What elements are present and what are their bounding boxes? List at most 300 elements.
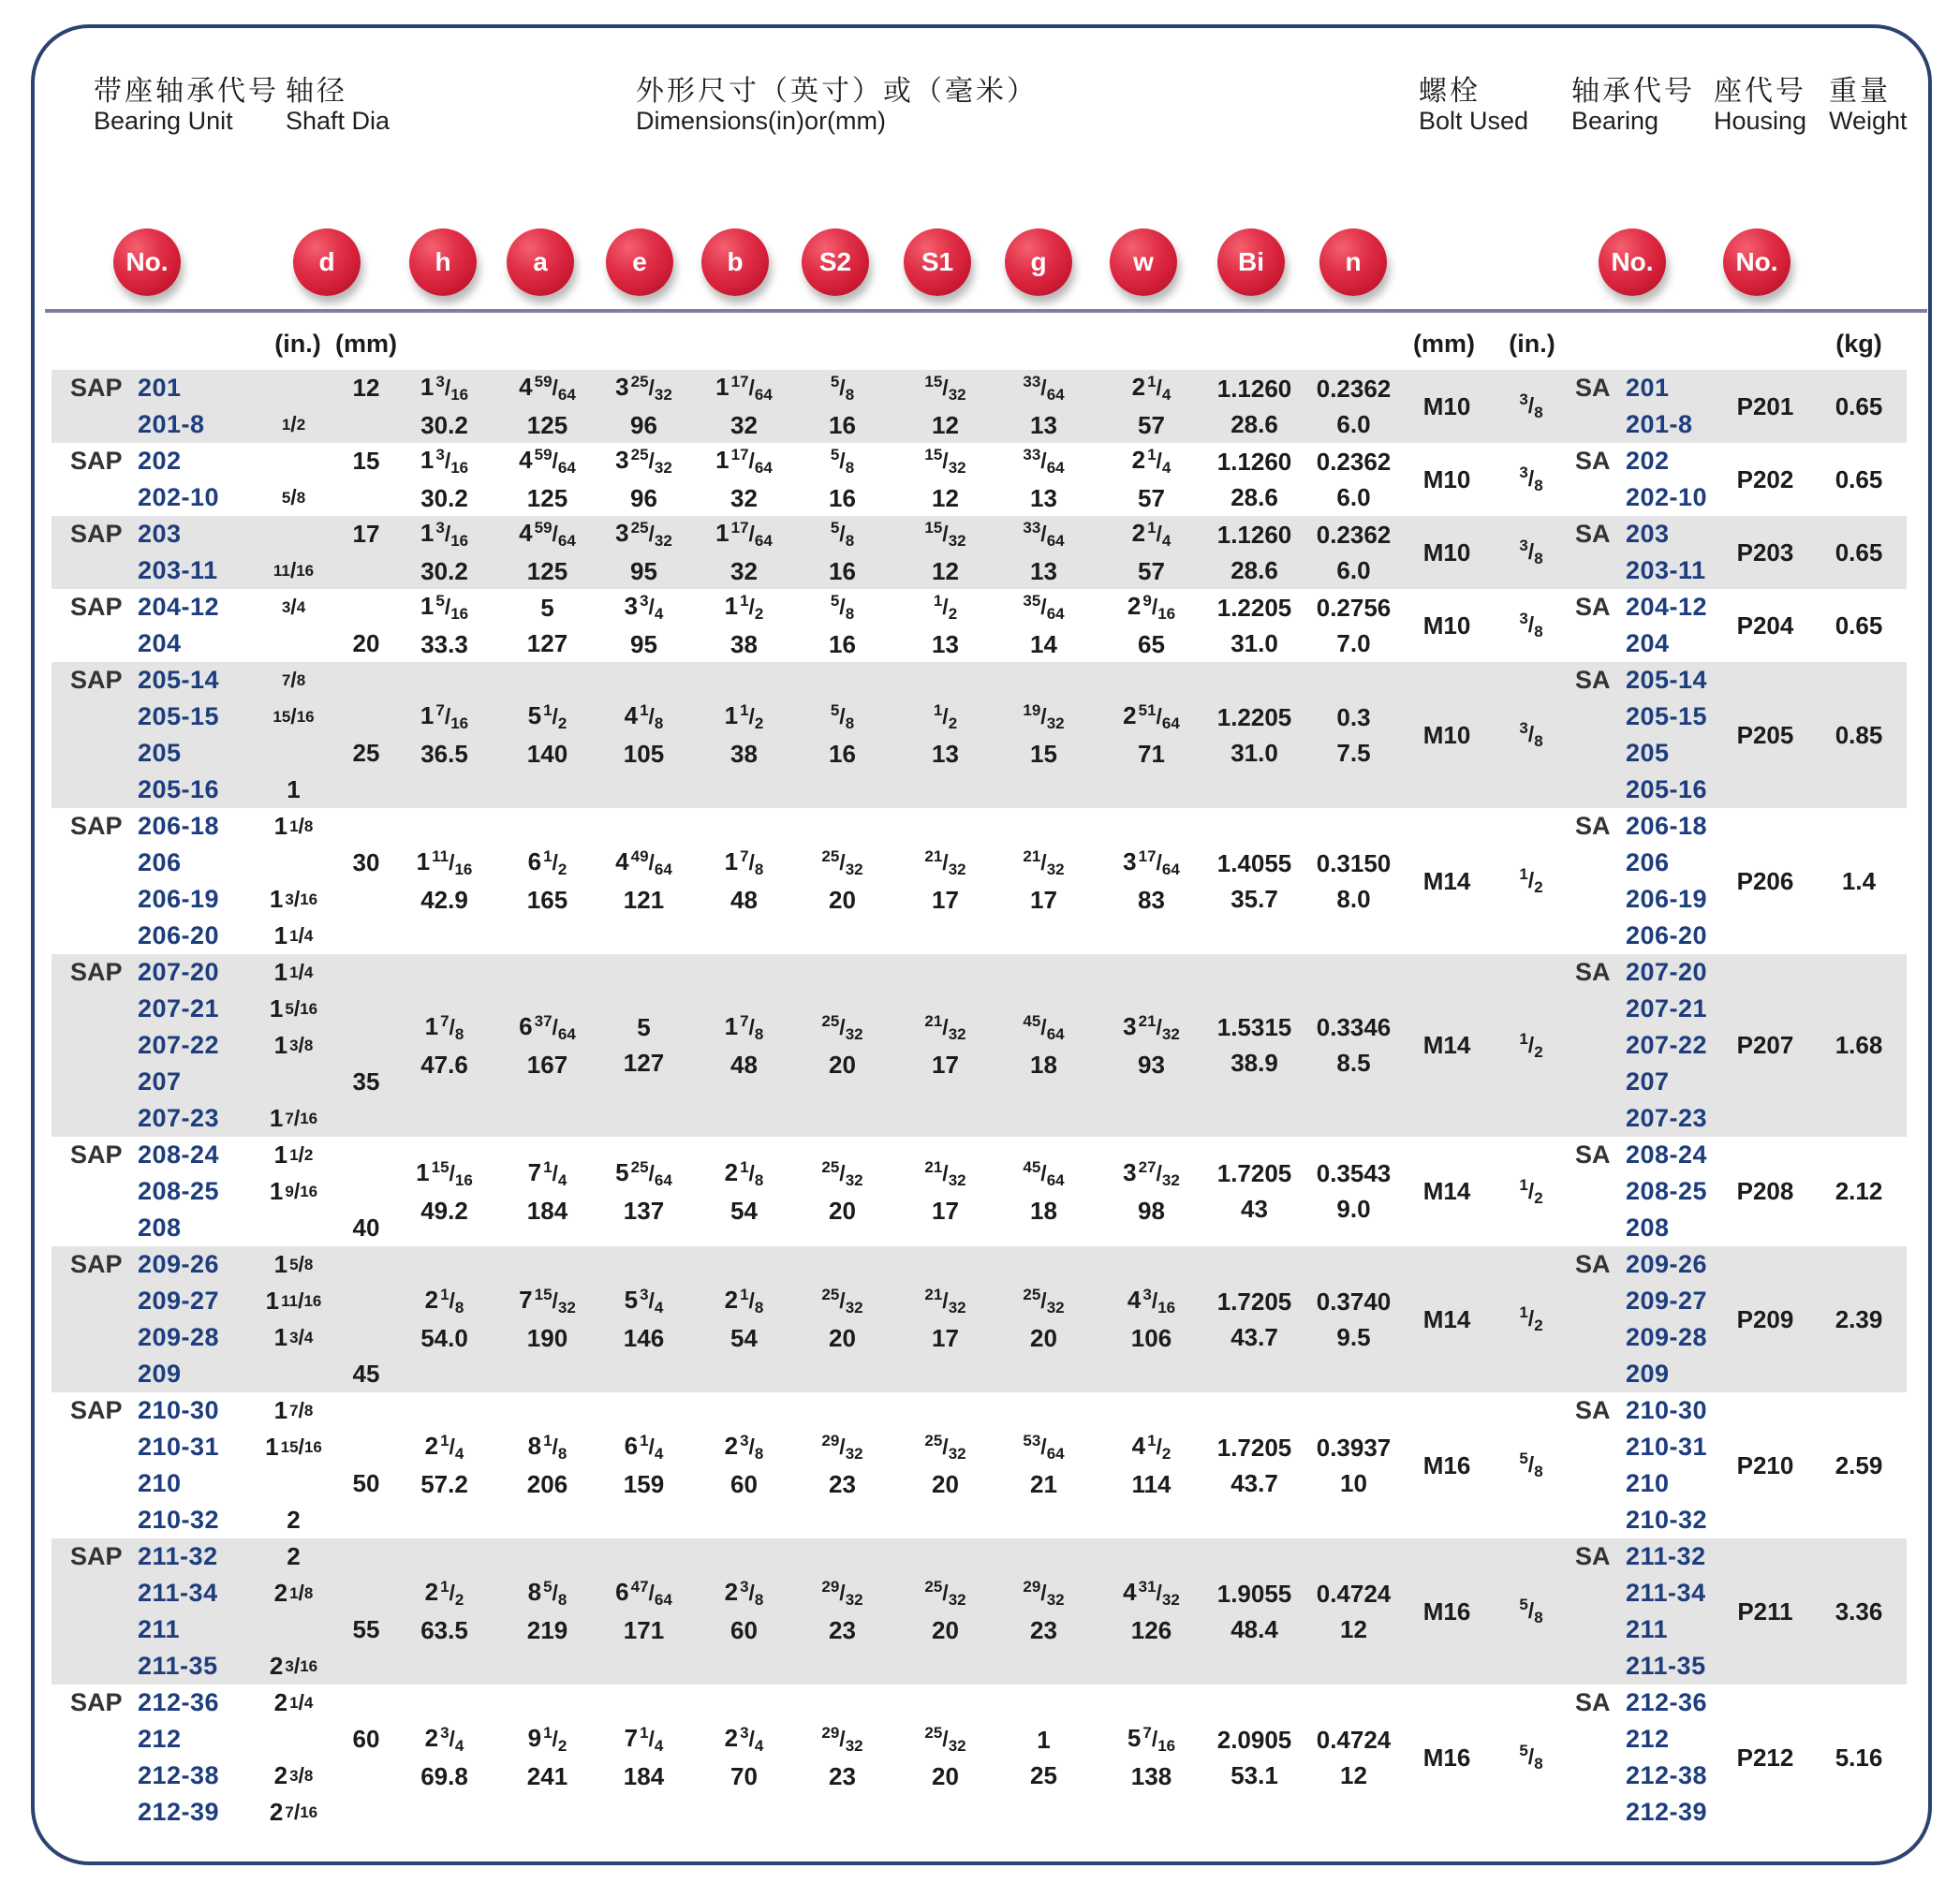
shaft-dia-mm-cell: 60 <box>352 1725 380 1753</box>
header-dimensions <box>636 67 1038 140</box>
dim-e-cell: 3 $^{25}$/32 95 <box>615 519 672 585</box>
unit-designation: 206 <box>138 848 182 876</box>
dim-h-cell: 1 $^{11}$/16 42.9 <box>416 847 473 914</box>
column-badge-d: d <box>293 228 361 296</box>
unit-designation: 201-8 <box>138 410 205 438</box>
shaft-dia-mm-cell: 50 <box>352 1469 380 1497</box>
header-bolt-used-en: Bolt Used <box>1419 107 1529 135</box>
dim-a-cell: 8 $^1$/8 206 <box>526 1432 568 1498</box>
dim-w-cell: 3 $^{27}$/32 98 <box>1123 1157 1180 1225</box>
bearing-designation: 201-8 <box>1626 410 1693 438</box>
weight-cell: 1.68 <box>1835 1031 1883 1059</box>
row-sap-205-14 <box>52 662 1907 808</box>
bearing-designation: SA 203 <box>1575 520 1670 548</box>
dim-s2-cell: $^{29}$/32 23 <box>821 1432 863 1498</box>
housing-cell: P206 <box>1736 866 1794 895</box>
bearing-designation: SA 211-32 <box>1575 1542 1706 1570</box>
bolt-in-cell: $^1$/2 <box>1519 865 1543 896</box>
shaft-dia-in-cell: 1 1 / 8 1 3 / 16 1 1 / 4 <box>269 812 318 949</box>
unit-designation: 209-27 <box>138 1287 220 1315</box>
dim-n-cell: 0.3150 8.0 <box>1316 848 1392 913</box>
dim-n-cell: 0.3740 9.5 <box>1316 1287 1392 1351</box>
dim-e-cell: 5 $^{25}$/64 137 <box>615 1157 672 1225</box>
dim-g-cell: $^{29}$/32 23 <box>1023 1578 1065 1644</box>
header-shaft-dia <box>286 67 390 140</box>
bearing-prefix: SA <box>1575 1140 1611 1169</box>
dim-s1-cell: $^{21}$/32 17 <box>924 847 966 914</box>
bearing-prefix: SA <box>1575 593 1611 621</box>
row-sap-206-18 <box>52 808 1907 954</box>
header-dimensions-en: Dimensions(in)or(mm) <box>636 107 887 135</box>
bearing-designation: 210 <box>1626 1469 1670 1497</box>
dim-s2-cell: $^{25}$/32 20 <box>821 1011 863 1079</box>
bearing-prefix: SA <box>1575 958 1611 986</box>
dim-s1-cell: $^1$/2 13 <box>932 592 959 658</box>
header-housing-en: Housing <box>1714 107 1807 135</box>
bolt-mm-cell: M10 <box>1422 464 1471 493</box>
weight-cell: 2.59 <box>1835 1450 1883 1479</box>
bearing-designation: SA 205-14 <box>1575 666 1708 694</box>
dim-b-cell: 1 $^1$/2 38 <box>724 592 764 658</box>
bearing-prefix: SA <box>1575 374 1611 402</box>
unit-prefix: SAP <box>70 1250 123 1278</box>
dim-e-cell: 6 $^{47}$/64 171 <box>615 1578 672 1644</box>
unit-designation: SAP 212-36 <box>70 1688 220 1716</box>
dim-w-cell: 3 $^{21}$/32 93 <box>1123 1011 1180 1079</box>
shaft-dia-mm-cell: 45 <box>352 1360 380 1388</box>
unit-designation: 207-22 <box>138 1031 220 1059</box>
dim-e-cell: 4 $^1$/8 105 <box>623 701 665 768</box>
dim-a-cell: 4 $^{59}$/64 125 <box>519 446 576 512</box>
unit-designation: 207-21 <box>138 994 220 1023</box>
weight-cell: 0.85 <box>1835 720 1883 749</box>
dim-s2-cell: $^5$/8 16 <box>829 592 856 658</box>
dim-a-cell: 9 $^1$/2 241 <box>526 1724 568 1790</box>
bolt-mm-cell: M16 <box>1422 1450 1471 1479</box>
bearing-designation: 211-34 <box>1626 1579 1706 1607</box>
shaft-dia-in-cell: 1 7 / 8 1 15 / 16 2 <box>265 1396 322 1534</box>
header-bolt-used-zh: 螺栓 <box>1419 76 1481 107</box>
header-bearing <box>1571 67 1695 140</box>
dim-h-cell: 1 $^5$/16 33.3 <box>420 592 469 658</box>
dim-bi-cell: 1.1260 28.6 <box>1216 447 1292 511</box>
bolt-in-cell: $^3$/8 <box>1519 537 1543 567</box>
dim-e-cell: 3 $^{25}$/32 96 <box>615 446 672 512</box>
unit-designation: SAP 207-20 <box>70 958 220 986</box>
dim-s2-cell: $^{29}$/32 23 <box>821 1578 863 1644</box>
unit-designation: 208 <box>138 1214 182 1242</box>
unit-designation: 211 <box>138 1615 181 1643</box>
shaft-dia-mm-cell: 15 <box>352 447 380 475</box>
bearing-designation: 207-21 <box>1626 994 1708 1023</box>
column-badge-b: b <box>701 228 769 296</box>
dim-n-cell: 0.4724 12 <box>1316 1579 1392 1643</box>
dim-bi-cell: 1.2205 31.0 <box>1216 593 1292 657</box>
shaft-dia-in-cell: 5 / 8 <box>281 485 306 509</box>
dim-s2-cell: $^{25}$/32 20 <box>821 847 863 914</box>
unit-designation: 204 <box>138 629 182 657</box>
bolt-mm-cell: M14 <box>1422 1304 1471 1333</box>
header-weight-zh: 重量 <box>1829 76 1891 107</box>
dim-a-cell: 6 $^1$/2 165 <box>526 847 568 914</box>
bolt-in-cell: $^3$/8 <box>1519 610 1543 640</box>
unit-designation: 203-11 <box>138 556 218 584</box>
unit-prefix: SAP <box>70 1688 123 1716</box>
shaft-dia-in-cell: 11 / 16 <box>273 558 315 582</box>
column-badge-s2: S2 <box>802 228 869 296</box>
bolt-in-cell: $^3$/8 <box>1519 719 1543 750</box>
weight-cell: 0.65 <box>1835 391 1883 420</box>
unit-designation: 205-15 <box>138 702 220 730</box>
dim-h-cell: 2 $^1$/2 63.5 <box>420 1578 468 1644</box>
unit-designation: SAP 205-14 <box>70 666 220 694</box>
unit-designation: 206-20 <box>138 921 220 949</box>
bearing-designation: 207 <box>1626 1067 1670 1096</box>
bolt-mm-cell: M14 <box>1422 866 1471 895</box>
dim-a-cell: 6 $^{37}$/64 167 <box>519 1011 576 1079</box>
dim-e-cell: 3 $^3$/4 95 <box>624 592 664 658</box>
housing-cell: P202 <box>1736 464 1794 493</box>
unit-prefix: SAP <box>70 1396 123 1424</box>
bolt-in-cell: $^1$/2 <box>1519 1029 1543 1061</box>
unit-label-bolt-in: (in.) <box>1509 330 1555 358</box>
weight-cell: 2.12 <box>1835 1177 1883 1205</box>
dim-b-cell: 1 $^{17}$/64 32 <box>715 519 773 585</box>
unit-prefix: SAP <box>70 1140 123 1169</box>
row-sap-203 <box>52 516 1907 589</box>
unit-designation: 210 <box>138 1469 182 1497</box>
dim-w-cell: 2 $^1$/4 57 <box>1131 519 1172 585</box>
bearing-designation: 209-27 <box>1626 1287 1708 1315</box>
dim-h-cell: 1 $^3$/16 30.2 <box>420 446 469 512</box>
header-shaft-dia-en: Shaft Dia <box>286 107 391 135</box>
dim-g-cell: $^{19}$/32 15 <box>1023 701 1065 768</box>
dim-w-cell: 2 $^1$/4 57 <box>1131 373 1172 439</box>
dim-bi-cell: 1.7205 43.7 <box>1216 1287 1292 1351</box>
bearing-designation: 202-10 <box>1626 483 1708 511</box>
header-bearing-zh: 轴承代号 <box>1571 76 1695 107</box>
bolt-in-cell: $^5$/8 <box>1519 1449 1543 1480</box>
bolt-in-cell: $^5$/8 <box>1519 1596 1543 1626</box>
dim-bi-cell: 1.1260 28.6 <box>1216 374 1292 438</box>
bearing-designation: SA 208-24 <box>1575 1140 1708 1169</box>
dim-e-cell: 7 $^1$/4 184 <box>623 1724 665 1790</box>
dim-a-cell: 4 $^{59}$/64 125 <box>519 519 576 585</box>
dim-s2-cell: $^{29}$/32 23 <box>821 1724 863 1790</box>
dim-s1-cell: $^{25}$/32 20 <box>924 1578 966 1644</box>
header-dimensions-zh: 外形尺寸（英寸）或（毫米） <box>636 76 1038 107</box>
bearing-prefix: SA <box>1575 666 1611 694</box>
dim-w-cell: 2 $^{51}$/64 71 <box>1123 701 1180 768</box>
dim-s1-cell: $^{25}$/32 20 <box>924 1432 966 1498</box>
header-housing-zh: 座代号 <box>1714 76 1806 107</box>
dim-b-cell: 1 $^7$/8 48 <box>724 1011 764 1079</box>
bolt-in-cell: $^5$/8 <box>1519 1742 1543 1773</box>
bearing-designation: 207-22 <box>1626 1031 1708 1059</box>
unit-designation: 205-16 <box>138 775 220 803</box>
unit-designation: 207-23 <box>138 1104 220 1132</box>
column-badge-no-unit: No. <box>113 228 181 296</box>
dim-h-cell: 2 $^3$/4 69.8 <box>420 1724 468 1790</box>
unit-designation: SAP 201 <box>70 374 182 402</box>
dim-n-cell: 0.2756 7.0 <box>1316 593 1392 657</box>
bearing-designation: 206 <box>1626 848 1670 876</box>
dim-e-cell: 4 $^{49}$/64 121 <box>615 847 672 914</box>
unit-designation: 210-32 <box>138 1506 220 1534</box>
bearing-prefix: SA <box>1575 1542 1611 1570</box>
dim-s1-cell: $^{21}$/32 17 <box>924 1286 966 1352</box>
unit-designation: 211-34 <box>138 1579 218 1607</box>
unit-designation: 207 <box>138 1067 182 1096</box>
bolt-mm-cell: M16 <box>1422 1596 1471 1626</box>
dim-a-cell: 4 $^{59}$/64 125 <box>519 373 576 439</box>
dim-w-cell: 2 $^9$/16 65 <box>1127 592 1176 658</box>
unit-prefix: SAP <box>70 812 123 840</box>
dim-s2-cell: $^5$/8 16 <box>829 701 856 768</box>
dim-bi-cell: 2.0905 53.1 <box>1216 1725 1292 1789</box>
weight-cell: 1.4 <box>1841 866 1877 895</box>
column-badge-a: a <box>507 228 574 296</box>
bearing-designation: SA 204-12 <box>1575 593 1708 621</box>
dim-b-cell: 2 $^3$/4 70 <box>724 1724 764 1790</box>
unit-prefix: SAP <box>70 1542 123 1570</box>
bearing-designation: 211-35 <box>1626 1652 1706 1680</box>
bolt-mm-cell: M10 <box>1422 391 1471 420</box>
housing-cell: P210 <box>1736 1450 1794 1479</box>
dim-g-cell: $^{45}$/64 18 <box>1023 1011 1065 1079</box>
unit-designation: 208-25 <box>138 1177 220 1205</box>
dim-w-cell: 2 $^1$/4 57 <box>1131 446 1172 512</box>
bearing-designation: SA 206-18 <box>1575 812 1708 840</box>
housing-cell: P212 <box>1736 1743 1794 1772</box>
dim-b-cell: 2 $^3$/8 60 <box>724 1432 764 1498</box>
dim-g-cell: $^{33}$/64 13 <box>1023 519 1065 585</box>
dim-n-cell: 0.3543 9.0 <box>1316 1159 1392 1223</box>
unit-designation: SAP 203 <box>70 520 182 548</box>
dim-a-cell: 5 $^1$/2 140 <box>526 701 568 768</box>
header-bearing-unit-en: Bearing Unit <box>94 107 233 135</box>
shaft-dia-mm-cell: 30 <box>352 848 380 876</box>
header-weight-en: Weight <box>1829 107 1908 135</box>
header-shaft-dia-zh: 轴径 <box>286 76 347 107</box>
bolt-in-cell: $^1$/2 <box>1519 1303 1543 1334</box>
housing-cell: P204 <box>1736 611 1794 640</box>
row-sap-212-36 <box>52 1685 1907 1831</box>
dim-s2-cell: $^5$/8 16 <box>829 373 856 439</box>
column-badge-h: h <box>409 228 477 296</box>
housing-cell: P211 <box>1737 1596 1793 1626</box>
bearing-designation: 203-11 <box>1626 556 1706 584</box>
dim-e-cell: 5 $^3$/4 146 <box>623 1286 665 1352</box>
header-bearing-en: Bearing <box>1571 107 1659 135</box>
unit-designation: 212-38 <box>138 1761 220 1789</box>
dim-s1-cell: $^{21}$/32 17 <box>924 1157 966 1225</box>
unit-prefix: SAP <box>70 447 123 475</box>
shaft-dia-in-cell: 7 / 8 15 / 16 1 <box>273 668 315 803</box>
unit-designation: 211-35 <box>138 1652 218 1680</box>
header-rule <box>45 309 1927 313</box>
dim-s1-cell: $^{15}$/32 12 <box>924 446 966 512</box>
dim-bi-cell: 1.2205 31.0 <box>1216 702 1292 767</box>
dim-n-cell: 0.3346 8.5 <box>1316 1013 1392 1077</box>
bearing-designation: 209 <box>1626 1360 1670 1388</box>
dim-g-cell: $^{45}$/64 18 <box>1023 1157 1065 1225</box>
bearing-designation: 211 <box>1626 1615 1669 1643</box>
dim-g-cell: $^{35}$/64 14 <box>1023 592 1065 658</box>
bolt-mm-cell: M10 <box>1422 720 1471 749</box>
shaft-dia-mm-cell: 17 <box>352 520 380 548</box>
header-bearing-unit <box>94 67 279 140</box>
bearing-designation: 208-25 <box>1626 1177 1708 1205</box>
unit-designation: SAP 202 <box>70 447 182 475</box>
bearing-designation: 212 <box>1626 1725 1670 1753</box>
dim-b-cell: 1 $^{17}$/64 32 <box>715 446 773 512</box>
dim-bi-cell: 1.9055 48.4 <box>1216 1579 1292 1643</box>
bolt-mm-cell: M10 <box>1422 611 1471 640</box>
dim-b-cell: 1 $^7$/8 48 <box>724 847 764 914</box>
shaft-dia-in-cell: 3 / 4 <box>281 595 306 619</box>
bolt-mm-cell: M10 <box>1422 537 1471 566</box>
bearing-designation: 209-28 <box>1626 1323 1708 1351</box>
bearing-prefix: SA <box>1575 1250 1611 1278</box>
dim-e-cell: 3 $^{25}$/32 96 <box>615 373 672 439</box>
dim-bi-cell: 1.7205 43 <box>1216 1159 1292 1223</box>
dim-g-cell: $^{25}$/32 20 <box>1023 1286 1065 1352</box>
bearing-designation: 205-16 <box>1626 775 1708 803</box>
unit-label-shaft-in: (in.) <box>274 330 321 358</box>
unit-designation: 206-19 <box>138 885 220 913</box>
bearing-designation: 210-32 <box>1626 1506 1708 1534</box>
unit-label-shaft-mm: (mm) <box>335 330 397 358</box>
bolt-mm-cell: M14 <box>1422 1031 1471 1059</box>
shaft-dia-in-cell: 1 / 2 <box>281 412 306 436</box>
dim-s1-cell: $^1$/2 13 <box>932 701 959 768</box>
column-badge-s1: S1 <box>904 228 971 296</box>
unit-label-bolt-mm: (mm) <box>1413 330 1475 358</box>
bearing-prefix: SA <box>1575 447 1611 475</box>
weight-cell: 0.65 <box>1835 464 1883 493</box>
bearing-designation: SA 212-36 <box>1575 1688 1708 1716</box>
dim-b-cell: 2 $^1$/8 54 <box>724 1286 764 1352</box>
bearing-designation: 205 <box>1626 739 1670 767</box>
dim-bi-cell: 1.5315 38.9 <box>1216 1013 1292 1077</box>
row-sap-211-32 <box>52 1538 1907 1685</box>
dim-n-cell: 0.2362 6.0 <box>1316 447 1392 511</box>
bolt-mm-cell: M16 <box>1422 1743 1471 1772</box>
row-sap-210-30 <box>52 1392 1907 1538</box>
dim-s2-cell: $^{25}$/32 20 <box>821 1286 863 1352</box>
dim-h-cell: 2 $^1$/4 57.2 <box>420 1432 468 1498</box>
row-sap-209-26 <box>52 1246 1907 1392</box>
dim-w-cell: 3 $^{17}$/64 83 <box>1123 847 1180 914</box>
row-sap-208-24 <box>52 1137 1907 1246</box>
unit-prefix: SAP <box>70 520 123 548</box>
unit-designation: 210-31 <box>138 1433 220 1461</box>
dim-s1-cell: $^{15}$/32 12 <box>924 519 966 585</box>
unit-designation: 202-10 <box>138 483 220 511</box>
dim-a-cell: 7 $^1$/4 184 <box>526 1157 568 1225</box>
bearing-prefix: SA <box>1575 1396 1611 1424</box>
dim-w-cell: 4 $^3$/16 106 <box>1127 1286 1176 1352</box>
unit-designation: SAP 204-12 <box>70 593 220 621</box>
dim-h-cell: 1 $^7$/16 36.5 <box>420 701 469 768</box>
dim-n-cell: 0.3 7.5 <box>1336 702 1371 767</box>
dim-n-cell: 0.2362 6.0 <box>1316 374 1392 438</box>
unit-designation: SAP 211-32 <box>70 1542 218 1570</box>
dim-b-cell: 2 $^3$/8 60 <box>724 1578 764 1644</box>
housing-cell: P205 <box>1736 720 1794 749</box>
bearing-designation: SA 207-20 <box>1575 958 1708 986</box>
bearing-prefix: SA <box>1575 1688 1611 1716</box>
column-badge-g: g <box>1005 228 1072 296</box>
dim-a-cell: 5 127 <box>526 593 568 657</box>
unit-prefix: SAP <box>70 958 123 986</box>
dim-a-cell: 7 $^{15}$/32 190 <box>519 1286 576 1352</box>
bolt-mm-cell: M14 <box>1422 1177 1471 1205</box>
column-badge-n: n <box>1319 228 1387 296</box>
unit-prefix: SAP <box>70 593 123 621</box>
shaft-dia-in-cell: 1 5 / 8 1 11 / 16 1 3 / 4 <box>265 1250 322 1351</box>
bearing-designation: SA 209-26 <box>1575 1250 1708 1278</box>
dim-g-cell: $^{21}$/32 17 <box>1023 847 1065 914</box>
unit-designation: 212 <box>138 1725 182 1753</box>
unit-label-weight-kg: (kg) <box>1835 330 1882 358</box>
bearing-designation: 207-23 <box>1626 1104 1708 1132</box>
column-badge-w: w <box>1110 228 1177 296</box>
unit-prefix: SAP <box>70 666 123 694</box>
housing-cell: P208 <box>1736 1177 1794 1205</box>
column-badge-no-housing: No. <box>1723 228 1791 296</box>
bearing-designation: 212-38 <box>1626 1761 1708 1789</box>
dim-h-cell: 1 $^7$/8 47.6 <box>420 1011 468 1079</box>
bolt-in-cell: $^3$/8 <box>1519 463 1543 494</box>
unit-designation: SAP 209-26 <box>70 1250 220 1278</box>
header-bolt-used <box>1419 67 1528 140</box>
dim-h-cell: 1 $^3$/16 30.2 <box>420 373 469 439</box>
dim-s2-cell: $^5$/8 16 <box>829 519 856 585</box>
dim-h-cell: 1 $^3$/16 30.2 <box>420 519 469 585</box>
shaft-dia-in-cell: 2 2 1 / 8 2 3 / 16 <box>269 1542 318 1680</box>
dim-n-cell: 0.2362 6.0 <box>1316 520 1392 584</box>
dim-g-cell: 1 25 <box>1030 1725 1057 1789</box>
shaft-dia-in-cell: 1 1 / 4 1 5 / 16 1 3 / 8 1 7 / 16 <box>269 958 318 1132</box>
dim-h-cell: 1 $^{15}$/16 49.2 <box>416 1157 473 1225</box>
dim-b-cell: 2 $^1$/8 54 <box>724 1157 764 1225</box>
weight-cell: 3.36 <box>1835 1596 1883 1626</box>
dim-s2-cell: $^5$/8 16 <box>829 446 856 512</box>
bearing-designation: SA 202 <box>1575 447 1670 475</box>
housing-cell: P207 <box>1736 1031 1794 1059</box>
unit-designation: 212-39 <box>138 1798 220 1826</box>
bearing-designation: 204 <box>1626 629 1670 657</box>
shaft-dia-mm-cell: 25 <box>352 739 380 767</box>
bearing-designation: SA 201 <box>1575 374 1670 402</box>
dim-g-cell: $^{33}$/64 13 <box>1023 373 1065 439</box>
header-weight <box>1829 67 1908 140</box>
shaft-dia-mm-cell: 12 <box>352 374 380 402</box>
housing-cell: P209 <box>1736 1304 1794 1333</box>
unit-designation: 205 <box>138 739 182 767</box>
dim-bi-cell: 1.7205 43.7 <box>1216 1433 1292 1497</box>
dim-bi-cell: 1.1260 28.6 <box>1216 520 1292 584</box>
dim-s1-cell: $^{25}$/32 20 <box>924 1724 966 1790</box>
bearing-prefix: SA <box>1575 520 1611 548</box>
dim-s1-cell: $^{21}$/32 17 <box>924 1011 966 1079</box>
dim-e-cell: 6 $^1$/4 159 <box>623 1432 665 1498</box>
dim-b-cell: 1 $^{17}$/64 32 <box>715 373 773 439</box>
shaft-dia-mm-cell: 55 <box>352 1615 380 1643</box>
bearing-designation: 206-19 <box>1626 885 1708 913</box>
